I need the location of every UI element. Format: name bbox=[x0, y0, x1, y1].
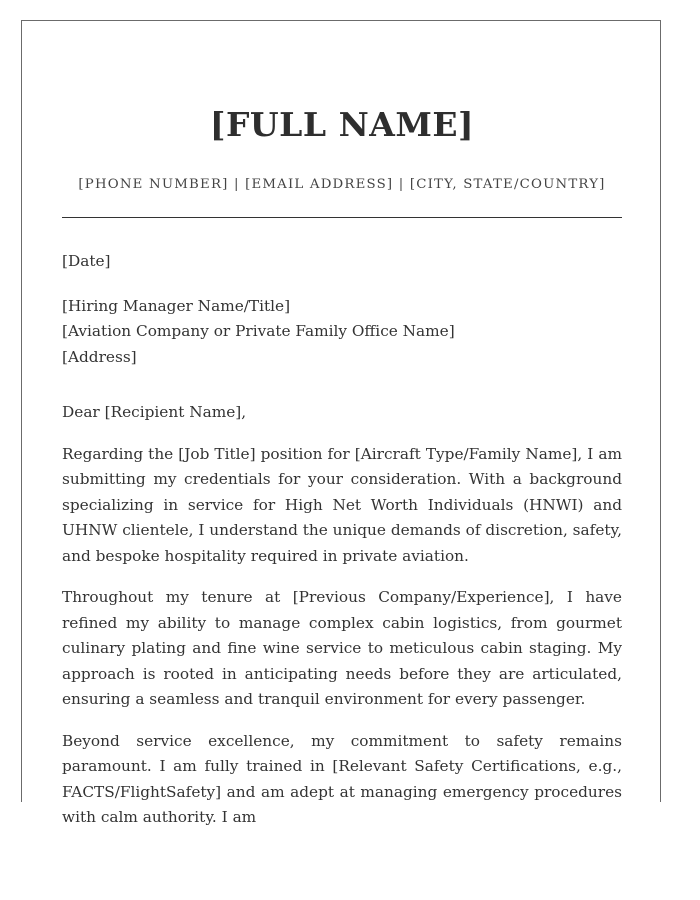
letter-body bbox=[62, 249, 622, 847]
paragraph-experience: Throughout my tenure at [Previous Company/Experience], I have refined my ability to manage complex cabin logistics, from gourmet culinary plating and fine wine service to meticulous cabin staging. My approach is rooted in anticipating needs before they are articulated, ensuring a seamless and tranquil environment for every passenger. bbox=[62, 588, 622, 708]
header-divider bbox=[62, 217, 622, 218]
contact-info-line: [PHONE NUMBER] | [EMAIL ADDRESS] | [CITY, STATE/COUNTRY] bbox=[78, 177, 606, 192]
recipient-line-address: [Address] bbox=[62, 347, 137, 366]
paragraph-intro: Regarding the [Job Title] position for [Aircraft Type/Family Name], I am submitting my credentials for your consideration. With a background specializing in service for High Net Worth Individuals (HNWI) and UHNW clientele, I understand the unique demands of discretion, safety, and bespoke hospitality required in private aviation. bbox=[62, 444, 622, 565]
paragraph-safety: Beyond service excellence, my commitment to safety remains paramount. I am fully trained in [Relevant Safety Certifications, e.g., FACTS/FlightSafety] and am adept at managing emergency procedures with calm authority. I am bbox=[62, 731, 622, 826]
salutation: Dear [Recipient Name], bbox=[62, 403, 247, 421]
full-name-heading: [FULL NAME] bbox=[209, 105, 475, 144]
recipient-address bbox=[62, 294, 622, 371]
recipient-line-title: [Hiring Manager Name/Title] bbox=[62, 296, 291, 315]
letter-page bbox=[21, 20, 661, 826]
recipient-line-company: [Aviation Company or Private Family Office Name] bbox=[62, 322, 455, 340]
letter-date: [Date] bbox=[62, 252, 111, 270]
